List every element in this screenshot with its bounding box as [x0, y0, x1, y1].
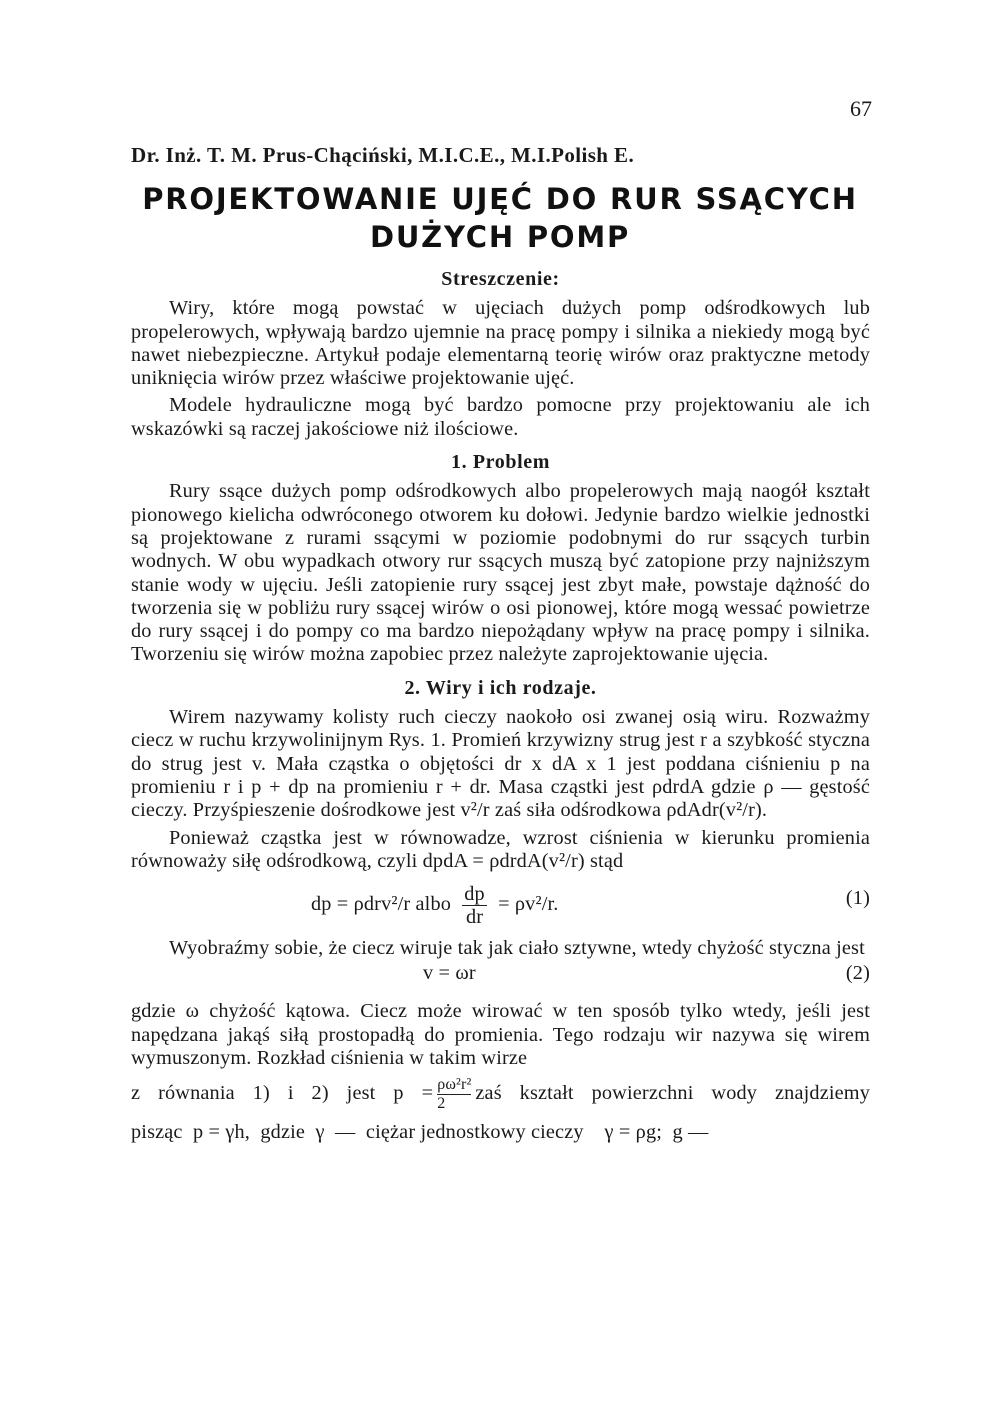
section-2-paragraph-6: pisząc p = γh, gdzie γ — ciężar jednostkowy cieczy γ = ρg; g —: [131, 1121, 709, 1144]
title-line-2: DUŻYCH POMP: [369, 220, 631, 254]
pressure-formula-fraction: [437, 1076, 471, 1113]
pressure-formula-before: z równania 1) i 2) jest p =: [131, 1082, 434, 1105]
article-body: [131, 268, 870, 1145]
article-title: [0, 180, 1000, 256]
section-1-paragraph: Rury ssące dużych pomp odśrodkowych albo propelerowych mają naogół kształt pionowego kielicha odwróconego otworem ku dołowi. Jedynie bardzo wielkie jednostki są projektowane z rurami ssącymi w poziomie podobnymi do rur ssących turbin wodnych. W obu wypadkach otwory rur ssących muszą być zatopione przy najniższym stanie wody w ujęciu. Jeśli zatopienie rury ssącej jest zbyt małe, powstaje dążność do tworzenia się w pobliżu rury ssącej wirów o osi pionowej, które mogą wessać powietrze do rury ssącej i do pompy co ma bardzo niepożądany wpływ na pracę pompy i silnika. Tworzeniu się wirów można zapobiec przez należyte zaprojektowanie ujęcia.: [131, 480, 870, 666]
equation-1-right: = ρv²/r.: [498, 893, 559, 916]
equation-1-numerator: dp: [464, 883, 485, 906]
pressure-formula-numerator: ρω²r²: [437, 1076, 472, 1094]
equation-2-expression: v = ωr: [423, 962, 476, 985]
equation-1-fraction: [462, 883, 487, 928]
abstract-heading: Streszczenie:: [441, 268, 560, 290]
equation-1: [131, 877, 870, 937]
section-2-paragraph-5: [131, 1076, 870, 1113]
section-2-paragraph-1: Wirem nazywamy kolisty ruch cieczy naokoło osi zwanej osią wiru. Rozważmy ciecz w ruchu krzywolinijnym Rys. 1. Promień krzywizny strug jest r a szybkość styczna do strug jest v. Mała cząstka o objętości dr x dA x 1 jest poddana ciśnieniu p na promieniu r i p + dp na promieniu r + dr. Masa cząstki jest ρdrdA gdzie ρ — gęstość cieczy. Przyśpieszenie dośrodkowe jest v²/r zaś siła odśrodkowa ρdAdr(v²/r).: [131, 706, 870, 822]
section-2-paragraph-2: Ponieważ cząstka jest w równowadze, wzrost ciśnienia w kierunku promienia równoważy siłę odśrodkową, czyli dpdA = ρdrdA(v²/r) stąd: [131, 826, 870, 872]
section-2-paragraph-3: Wyobraźmy sobie, że ciecz wiruje tak jak ciało sztywne, wtedy chyżość styczna jest: [169, 937, 865, 960]
abstract-paragraph-1: Wiry, które mogą powstać w ujęciach dużych pomp odśrodkowych lub propelerowych, wpływają bardzo ujemnie na pracę pompy i silnika a niekiedy mogą być nawet niebezpieczne. Artykuł podaje elementarną teorię wirów oraz praktyczne metody uniknięcia wirów przez właściwe projektowanie ujęć.: [131, 297, 870, 390]
page-number: 67: [850, 96, 872, 121]
section-1-heading: 1. Problem: [451, 451, 550, 474]
equation-1-left: dp = ρdrv²/r albo: [311, 893, 452, 916]
abstract-paragraph-2: Modele hydrauliczne mogą być bardzo pomocne przy projektowaniu ale ich wskazówki są raczej jakościowe niż ilościowe.: [131, 394, 870, 440]
pressure-formula-after: zaś kształt powierzchni wody znajdziemy: [475, 1082, 871, 1105]
title-line-1: PROJEKTOWANIE UJĘĆ DO RUR SSĄCYCH: [142, 182, 858, 216]
equation-1-denominator: dr: [465, 906, 484, 929]
section-2-paragraph-4: gdzie ω chyżość kątowa. Ciecz może wirować w ten sposób tylko wtedy, jeśli jest napędzana jakąś siłą prostopadłą do promienia. Tego rodzaju wir nazywa się wirem wymuszonym. Rozkład ciśnienia w takim wirze: [131, 1000, 870, 1070]
equation-2: [131, 960, 870, 1000]
equation-1-expression: [311, 883, 558, 928]
pressure-formula-denominator: 2: [437, 1095, 446, 1113]
equation-2-number: (2): [845, 962, 870, 985]
equation-1-number: (1): [845, 887, 870, 910]
author-line: Dr. Inż. T. M. Prus-Chąciński, M.I.C.E., M.I.Polish E.: [131, 143, 635, 167]
section-2-heading: 2. Wiry i ich rodzaje.: [404, 676, 597, 699]
